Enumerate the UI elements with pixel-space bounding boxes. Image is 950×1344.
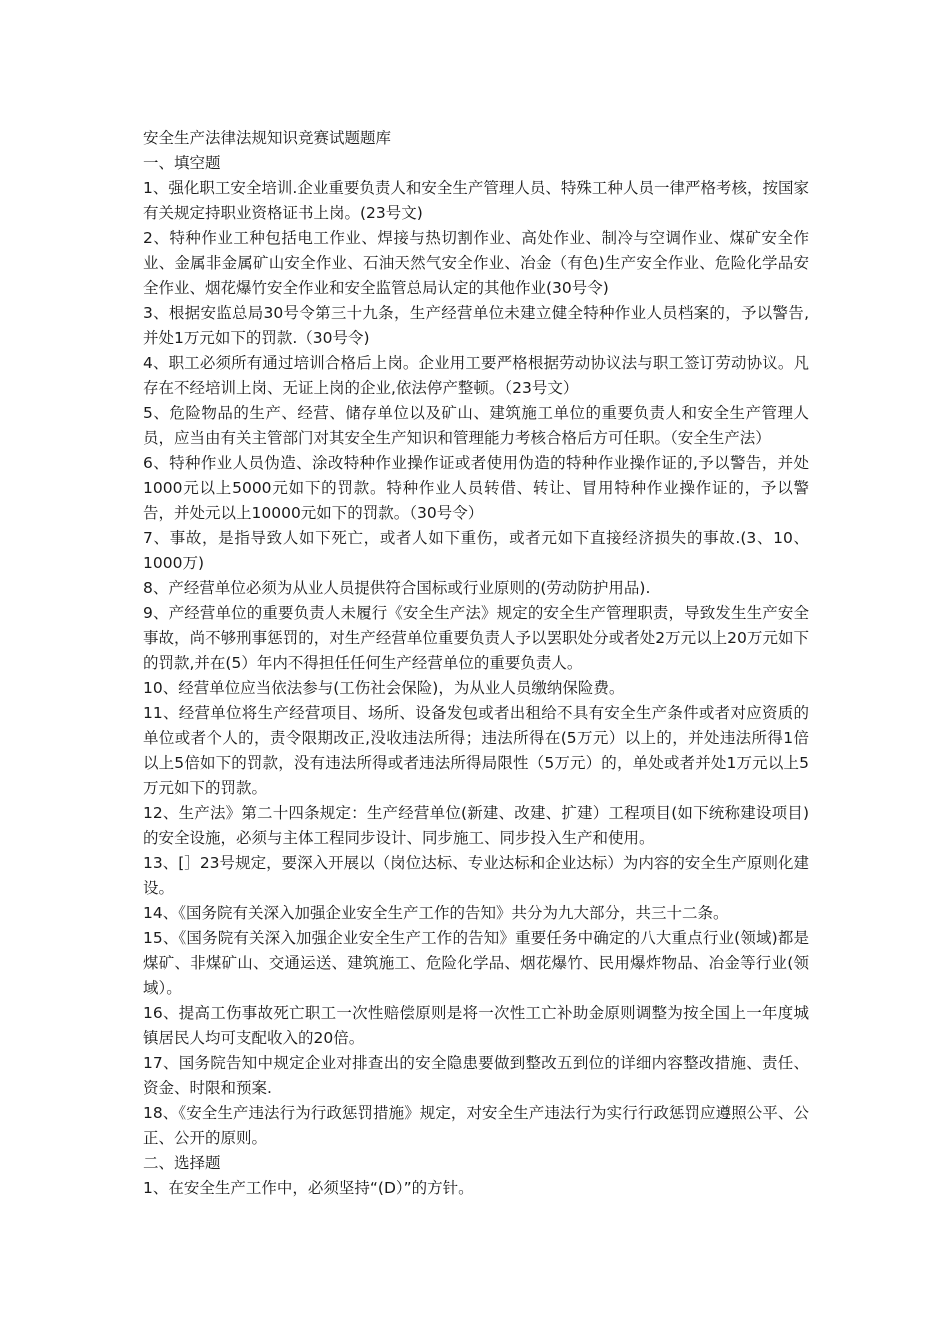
choice-question-item: 1、在安全生产工作中，必须坚持“(D）”的方针。 bbox=[143, 1179, 474, 1197]
question-item: 4、职工必须所有通过培训合格后上岗。企业用工要严格根据劳动协议法与职工签订劳动协议。凡存在不经培训上岗、无证上岗的企业,依法停产整顿。（23号文） bbox=[143, 354, 809, 397]
question-item: 17、国务院告知中规定企业对排查出的安全隐患要做到整改五到位的详细内容整改措施、责任、资金、时限和预案. bbox=[143, 1054, 809, 1097]
question-item: 5、危险物品的生产、经营、储存单位以及矿山、建筑施工单位的重要负责人和安全生产管理人员，应当由有关主管部门对其安全生产知识和管理能力考核合格后方可任职。（安全生产法） bbox=[143, 404, 809, 447]
section-heading-choice: 二、选择题 bbox=[143, 1154, 221, 1172]
question-item: 11、经营单位将生产经营项目、场所、设备发包或者出租给不具有安全生产条件或者对应资质的单位或者个人的，责令限期改正,没收违法所得；违法所得在(5万元）以上的，并处违法所得1倍以上5倍如下的罚款，没有违法所得或者违法所得局限性（5万元）的，单处或者并处1万元以上5万元如下的罚款。 bbox=[143, 704, 809, 797]
document-title: 安全生产法律法规知识竞赛试题题库 bbox=[143, 129, 392, 147]
section-heading-fill-in: 一、填空题 bbox=[143, 154, 221, 172]
question-item: 13、[］23号规定，要深入开展以（岗位达标、专业达标和企业达标）为内容的安全生产原则化建设。 bbox=[143, 854, 809, 897]
question-item: 18、《安全生产违法行为行政惩罚措施》规定，对安全生产违法行为实行行政惩罚应遵照公平、公正、公开的原则。 bbox=[143, 1104, 809, 1147]
question-item: 12、生产法》第二十四条规定：生产经营单位(新建、改建、扩建）工程项目(如下统称建设项目)的安全设施，必须与主体工程同步设计、同步施工、同步投入生产和使用。 bbox=[143, 804, 809, 847]
question-item: 8、产经营单位必须为从业人员提供符合国标或行业原则的(劳动防护用品). bbox=[143, 579, 651, 597]
document-page bbox=[143, 126, 809, 1201]
question-item: 7、事故，是指导致人如下死亡，或者人如下重伤，或者元如下直接经济损失的事故.(3、10、1000万) bbox=[143, 529, 809, 572]
question-item: 6、特种作业人员伪造、涂改特种作业操作证或者使用伪造的特种作业操作证的,予以警告，并处1000元以上5000元如下的罚款。特种作业人员转借、转让、冒用特种作业操作证的，予以警告，并处元以上10000元如下的罚款。（30号令） bbox=[143, 454, 809, 522]
question-item: 9、产经营单位的重要负责人未履行《安全生产法》规定的安全生产管理职责，导致发生生产安全事故，尚不够刑事惩罚的，对生产经营单位重要负责人予以罢职处分或者处2万元以上20万元如下的罚款,并在(5）年内不得担任任何生产经营单位的重要负责人。 bbox=[143, 604, 809, 672]
question-item: 10、经营单位应当依法参与(工伤社会保险)，为从业人员缴纳保险费。 bbox=[143, 679, 625, 697]
question-item: 2、特种作业工种包括电工作业、焊接与热切割作业、高处作业、制冷与空调作业、煤矿安全作业、金属非金属矿山安全作业、石油天然气安全作业、冶金（有色)生产安全作业、危险化学品安全作业、烟花爆竹安全作业和安全监管总局认定的其他作业(30号令) bbox=[143, 229, 809, 297]
question-item: 14、《国务院有关深入加强企业安全生产工作的告知》共分为九大部分，共三十二条。 bbox=[143, 904, 729, 922]
question-item: 16、提高工伤事故死亡职工一次性赔偿原则是将一次性工亡补助金原则调整为按全国上一年度城镇居民人均可支配收入的20倍。 bbox=[143, 1004, 809, 1047]
question-item: 3、根据安监总局30号令第三十九条，生产经营单位未建立健全特种作业人员档案的，予以警告,并处1万元如下的罚款.（30号令) bbox=[143, 304, 809, 347]
question-item: 1、强化职工安全培训.企业重要负责人和安全生产管理人员、特殊工种人员一律严格考核，按国家有关规定持职业资格证书上岗。(23号文) bbox=[143, 179, 809, 222]
question-item: 15、《国务院有关深入加强企业安全生产工作的告知》重要任务中确定的八大重点行业(领域)都是煤矿、非煤矿山、交通运送、建筑施工、危险化学品、烟花爆竹、民用爆炸物品、冶金等行业(领域）。 bbox=[143, 929, 809, 997]
